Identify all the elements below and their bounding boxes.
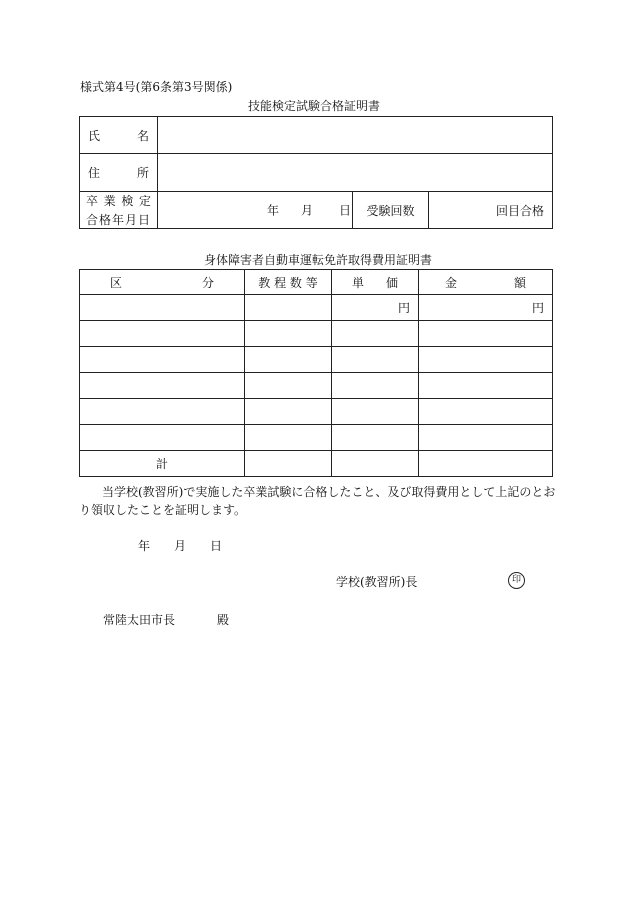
expense-table [79, 269, 553, 477]
total-label: 計 [80, 451, 245, 477]
exam-count-field[interactable]: 回目合格 [429, 192, 553, 229]
honorific: 殿 [217, 613, 230, 627]
expense-row [80, 425, 553, 451]
amount-cell[interactable] [419, 373, 553, 399]
lessons-header: 教 程 数 等 [245, 270, 332, 295]
category-cell[interactable] [80, 321, 245, 347]
pass-certificate-table [79, 116, 553, 229]
lessons-cell[interactable] [245, 425, 332, 451]
amount-cell[interactable] [419, 347, 553, 373]
unit-price-cell[interactable] [332, 347, 419, 373]
exam-date-field[interactable]: 年 月 日 [158, 192, 353, 229]
total-row [80, 451, 553, 477]
signature-year: 年 [138, 539, 151, 553]
lessons-total-cell[interactable] [245, 451, 332, 477]
unit-price-cell[interactable] [332, 425, 419, 451]
expense-row [80, 295, 553, 321]
unit-price-header: 単 価 [332, 270, 419, 295]
category-header: 区 分 [80, 270, 245, 295]
unit-price-cell[interactable] [332, 373, 419, 399]
amount-cell[interactable]: 円 [419, 295, 553, 321]
category-cell[interactable] [80, 347, 245, 373]
address-label: 住 所 [80, 154, 158, 192]
exam-count-label: 受験回数 [353, 192, 429, 229]
category-cell[interactable] [80, 399, 245, 425]
expense-row [80, 373, 553, 399]
amount-cell[interactable] [419, 425, 553, 451]
address-field[interactable] [158, 154, 553, 192]
certificate2-title: 身体障害者自動車運転免許取得費用証明書 [204, 253, 433, 267]
lessons-cell[interactable] [245, 295, 332, 321]
expense-row [80, 399, 553, 425]
lessons-cell[interactable] [245, 347, 332, 373]
exam-date-label: 卒 業 検 定 合格年月日 [80, 192, 158, 229]
certificate1-title: 技能検定試験合格証明書 [248, 99, 381, 113]
seal-icon: 印 [508, 572, 525, 589]
amount-cell[interactable] [419, 399, 553, 425]
category-cell[interactable] [80, 425, 245, 451]
addressee: 常陸太田市長 [103, 613, 176, 627]
name-label: 氏 名 [80, 117, 158, 154]
expense-row [80, 347, 553, 373]
name-field[interactable] [158, 117, 553, 154]
unit-price-cell[interactable]: 円 [332, 295, 419, 321]
expense-header-row [80, 270, 553, 295]
school-head-label: 学校(教習所)長 [336, 575, 418, 589]
category-cell[interactable] [80, 295, 245, 321]
amount-total-cell[interactable] [419, 451, 553, 477]
signature-day: 日 [210, 539, 223, 553]
unit-price-cell[interactable] [332, 399, 419, 425]
amount-cell[interactable] [419, 321, 553, 347]
expense-row [80, 321, 553, 347]
statement-line2: り領収したことを証明します。 [79, 503, 247, 517]
signature-month: 月 [174, 539, 187, 553]
category-cell[interactable] [80, 373, 245, 399]
unit-price-cell[interactable] [332, 321, 419, 347]
statement-line1: 当学校(教習所)で実施した卒業試験に合格したこと、及び取得費用として上記のとお [102, 485, 556, 499]
exam-row [80, 192, 553, 229]
lessons-cell[interactable] [245, 321, 332, 347]
lessons-cell[interactable] [245, 373, 332, 399]
lessons-cell[interactable] [245, 399, 332, 425]
name-row [80, 117, 553, 154]
address-row [80, 154, 553, 192]
amount-header: 金 額 [419, 270, 553, 295]
form-number: 様式第4号(第6条第3号関係) [80, 80, 233, 94]
unit-price-total-cell[interactable] [332, 451, 419, 477]
